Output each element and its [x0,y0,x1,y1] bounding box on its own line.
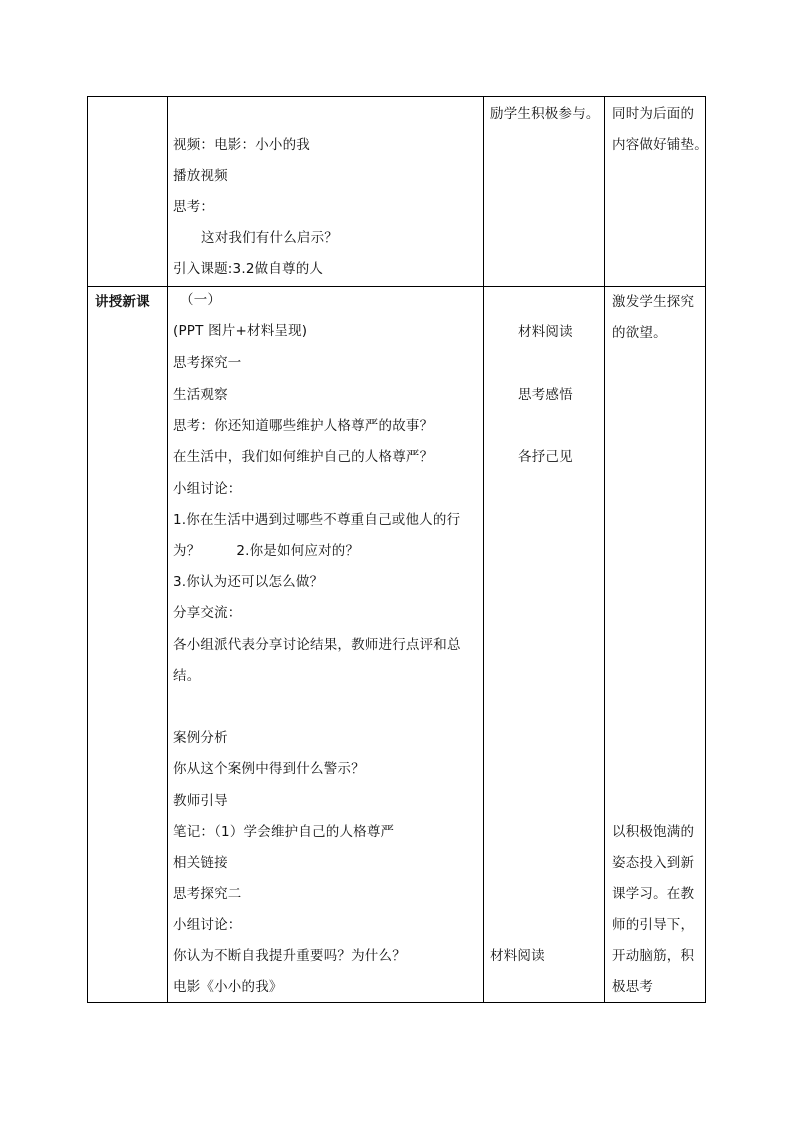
cell-text: 姿态投入到新 [612,855,695,871]
cell-text: 小组讨论： [173,917,242,933]
section-label: 讲授新课 [95,294,150,310]
cell-text: 视频：电影：小小的我 [173,137,310,153]
cell-text: 的欲望。 [612,325,667,341]
cell-text: 这对我们有什么启示？ [201,230,338,246]
cell-text: 你认为不断自我提升重要吗？为什么？ [173,948,406,964]
cell-text: (PPT 图片+材料呈现) [173,323,308,339]
cell-text: 内容做好铺垫。 [612,137,708,153]
cell-text: 材料阅读 [518,324,573,340]
cell-text: 1.你在生活中遇到过哪些不尊重自己或他人的行 [173,512,461,528]
cell-text: 你从这个案例中得到什么警示？ [173,761,365,777]
cell-text: 笔记：（1）学会维护自己的人格尊严 [173,824,395,840]
cell-text: 教师引导 [173,793,228,809]
cell-text: 为？ 2.你是如何应对的？ [173,543,360,559]
cell-text: 结。 [173,668,201,684]
cell-text: 同时为后面的 [612,106,695,122]
cell-text: 思考探究一 [173,355,242,371]
column-divider [483,97,484,1002]
cell-text: （一） [180,292,222,308]
cell-text: 思考探究二 [173,886,242,902]
cell-text: 材料阅读 [490,948,545,964]
cell-text: 课学习。在教 [612,886,695,902]
cell-text: 生活观察 [173,387,228,403]
cell-text: 小组讨论： [173,481,242,497]
cell-text: 以积极饱满的 [612,824,695,840]
cell-text: 师的引导下， [612,917,695,933]
row-divider [88,286,705,287]
cell-text: 思考： [173,199,215,215]
cell-text: 思考感悟 [518,387,573,403]
cell-text: 激发学生探究 [612,294,695,310]
cell-text: 各小组派代表分享讨论结果，教师进行点评和总 [173,637,461,653]
cell-text: 3.你认为还可以怎么做？ [173,574,324,590]
cell-text: 相关链接 [173,855,228,871]
cell-text: 开动脑筋，积 [612,948,695,964]
cell-text: 引入课题:3.2做自尊的人 [173,261,324,277]
cell-text: 播放视频 [173,168,228,184]
cell-text: 励学生积极参与。 [490,106,600,122]
cell-text: 在生活中，我们如何维护自己的人格尊严？ [173,449,434,465]
cell-text: 思考：你还知道哪些维护人格尊严的故事？ [173,418,434,434]
cell-text: 案例分析 [173,730,228,746]
cell-text: 各抒己见 [518,449,573,465]
cell-text: 极思考 [612,979,654,995]
column-divider [167,97,168,1002]
column-divider [604,97,605,1002]
cell-text: 电影《小小的我》 [173,979,283,995]
cell-text: 分享交流： [173,605,242,621]
